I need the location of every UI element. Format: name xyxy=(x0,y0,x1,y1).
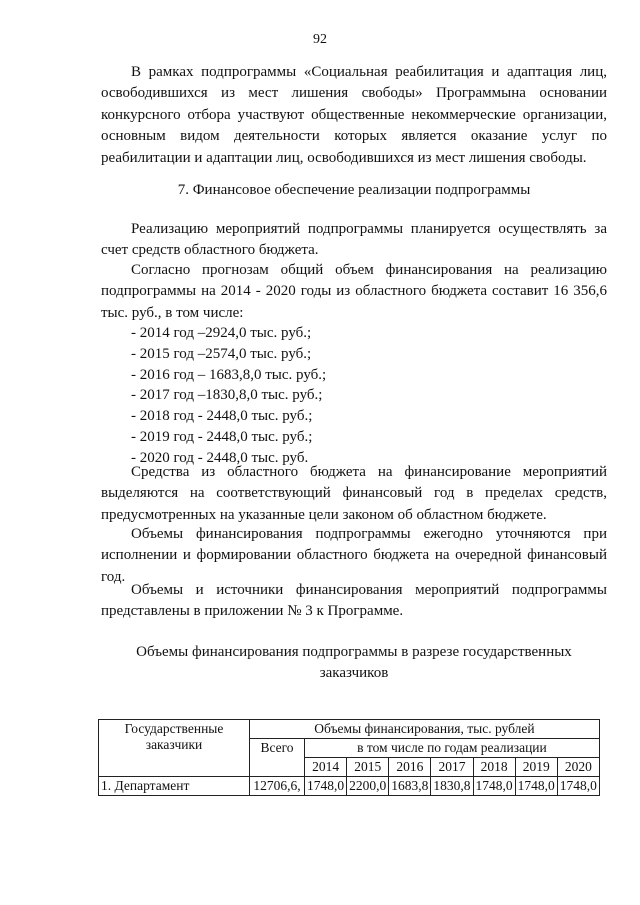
header-customers: Государственные заказчики xyxy=(99,720,250,777)
table-row xyxy=(99,777,600,796)
cell-customer: 1. Департамент xyxy=(99,777,250,796)
header-by-year: в том числе по годам реализации xyxy=(305,739,600,758)
year-header: 2015 xyxy=(347,758,389,777)
cell-value: 1748,0 xyxy=(557,777,599,796)
paragraph-refinement: Объемы финансирования подпрограммы ежегодно уточняются при исполнении и формировании областного бюджета на очередной финансовый год. xyxy=(101,526,607,585)
paragraph-funding-source: Реализацию мероприятий подпрограммы планируется осуществлять за счет средств областного бюджета. xyxy=(101,221,607,259)
cell-value: 2200,0 xyxy=(347,777,389,796)
year-header: 2018 xyxy=(473,758,515,777)
year-header: 2020 xyxy=(557,758,599,777)
list-item: - 2018 год - 2448,0 тыс. руб.; xyxy=(131,408,313,425)
table-title: Объемы финансирования подпрограммы в разрезе государственных заказчиков xyxy=(136,644,572,682)
header-volumes: Объемы финансирования, тыс. рублей xyxy=(250,720,600,739)
section-title: 7. Финансовое обеспечение реализации подпрограммы xyxy=(177,182,531,198)
cell-total: 12706,6, xyxy=(250,777,305,796)
funding-table xyxy=(98,719,600,796)
yearly-funding-list xyxy=(131,323,326,469)
list-item: - 2015 год –2574,0 тыс. руб.; xyxy=(131,345,312,362)
cell-value: 1748,0 xyxy=(515,777,557,796)
page-number: 92 xyxy=(313,32,327,47)
table-header-row xyxy=(99,720,600,739)
paragraph-intro: В рамках подпрограммы «Социальная реабилитация и адаптация лиц, освободившихся из мест лишения свободы» Программына основании конкурсного отбора участвуют общественные некоммерческие организации, основным видом деятельности которых является оказание услуг по реабилитации и адаптации лиц, освободившихся из мест лишения свободы. xyxy=(101,64,607,166)
list-item: - 2014 год –2924,0 тыс. руб.; xyxy=(131,325,312,341)
year-header: 2019 xyxy=(515,758,557,777)
paragraph-allocation: Средства из областного бюджета на финансирование мероприятий выделяются на соответствующий финансовый год в пределах средств, предусмотренных на указанные цели законом об областном бюджете. xyxy=(101,464,607,523)
list-item: - 2017 год –1830,8,0 тыс. руб.; xyxy=(131,387,323,404)
list-item: - 2016 год – 1683,8,0 тыс. руб.; xyxy=(131,366,327,383)
cell-value: 1748,0 xyxy=(473,777,515,796)
year-header: 2016 xyxy=(389,758,431,777)
paragraph-appendix: Объемы и источники финансирования мероприятий подпрограммы представлены в приложении № 3 к Программе. xyxy=(101,582,607,620)
list-item: - 2019 год - 2448,0 тыс. руб.; xyxy=(131,428,313,445)
cell-value: 1683,8 xyxy=(389,777,431,796)
header-total: Всего xyxy=(250,739,305,777)
paragraph-total: Согласно прогнозам общий объем финансирования на реализацию подпрограммы на 2014 - 2020 годы из областного бюджета составит 16 356,6 тыс. руб., в том числе: xyxy=(101,262,607,321)
list-item: - 2020 год - 2448,0 тыс. руб. xyxy=(131,449,309,466)
year-header: 2017 xyxy=(431,758,473,777)
cell-value: 1748,0 xyxy=(305,777,347,796)
year-header: 2014 xyxy=(305,758,347,777)
cell-value: 1830,8 xyxy=(431,777,473,796)
